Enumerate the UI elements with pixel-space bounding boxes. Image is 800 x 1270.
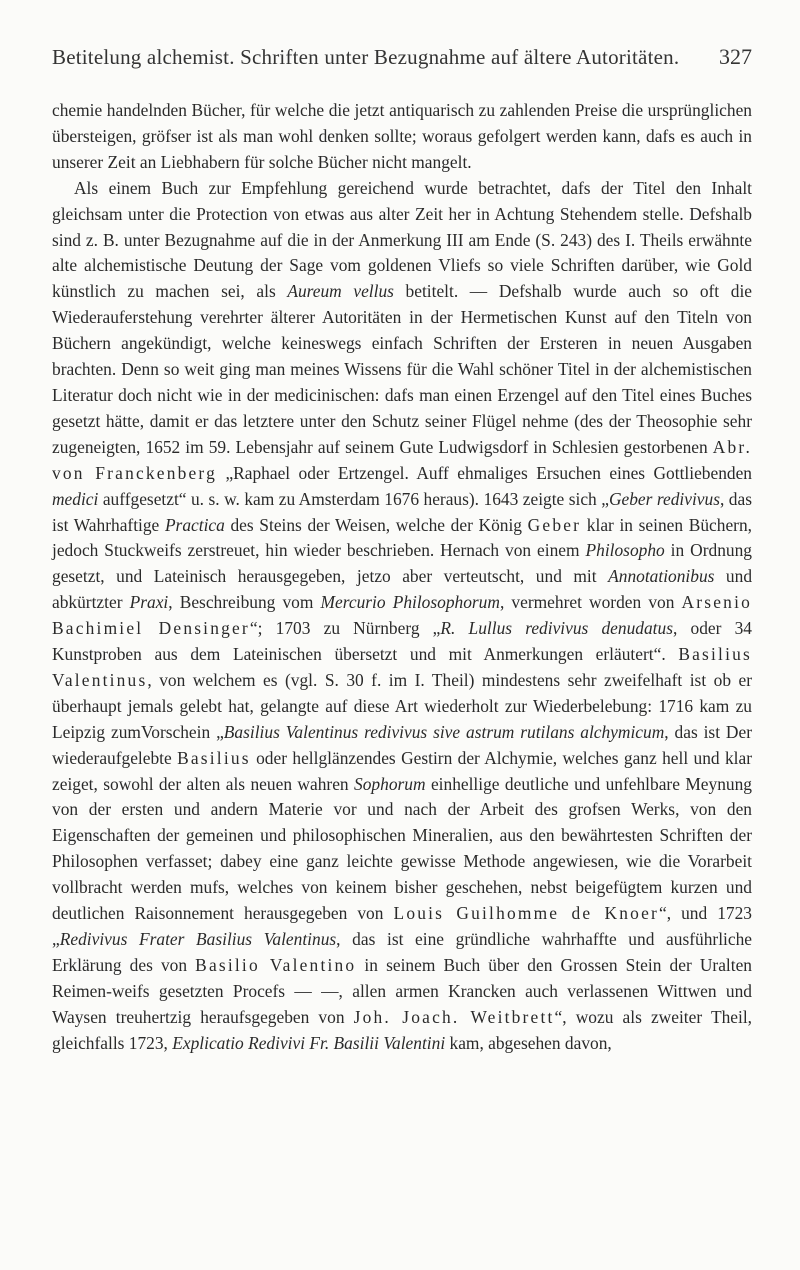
text-run: einhellige deutliche und unfehlbare Meynung von der ersten und andern Materie vor und nach der Arbeit des grofsen Werks, von den Eigenschaften der gemeinen und philosophischen Mineralien, aus den bewährtesten Schriften der Philosophen verfasset; dabey eine ganz leichte gewisse Methode angewiesen, wie die Vorarbeit vollbracht werden mufs, welches von keinem bisher geschehen, nebst beigefügtem kurzen und deutlichen Raisonnement herausgegeben von (52, 773, 752, 924)
running-head (52, 44, 752, 72)
text-run: “, wozu als zweiter Theil, gleichfalls 1723, (52, 1006, 752, 1053)
paragraph-2 (52, 176, 752, 1057)
italic-title: Aureum vellus (287, 281, 394, 302)
text-run: , das ist Der wiederaufgelebte (52, 721, 752, 768)
text-run: Als einem Buch zur Empfehlung gereichend wurde betrachtet, dafs der Titel den Inhalt gleichsam unter die Protection von etwas aus alter Zeit her in Achtung Stehendem stelle. Defshalb sind z. B. unter Bezugnahme auf die in der Anmerkung III am Ende (S. 243) des I. Theils erwähnte alte alchemistische Deutung der Sage vom goldenen Vliefs so viele Schriften darüber, wie Gold künstlich zu machen sei, als (52, 177, 752, 302)
italic-title: Redivivus Frater Basilius Valentinus (59, 929, 337, 949)
italic-term: Practica (164, 514, 225, 535)
spaced-name: Geber (527, 514, 582, 535)
page-number: 327 (719, 44, 752, 69)
spaced-name: Basilius Valentinus (52, 644, 752, 690)
text-run: , Beschreibung vom (168, 592, 321, 613)
body-text (52, 98, 752, 1057)
text-run: , das ist Wahrhaftige (52, 488, 752, 535)
text-run: , das ist eine gründliche wahrhaffte und ausführliche Erklärung des von (52, 929, 752, 975)
text-run: kam, abgesehen davon, (445, 1032, 612, 1053)
text-run: “, und 1723 „ (52, 903, 752, 949)
text-run: und abkürtzter (52, 566, 753, 613)
spaced-name: Basilius (177, 747, 251, 768)
italic-term: Sophorum (354, 773, 426, 794)
text-run: , vermehret worden von (499, 592, 682, 613)
spaced-name: Basilio Valentino (195, 954, 357, 975)
spaced-name: Abr. von Franckenberg (52, 436, 752, 483)
paragraph-1: chemie handelnden Bücher, für welche die jetzt antiquarisch zu zahlenden Preise die ursprünglichen übersteigen, gröfser ist als man wohl denken sollte; woraus gefolgert werden kann, dafs es auch in unserer Zeit an Liebhabern für solche Bücher nicht mangelt. (52, 100, 752, 172)
italic-term: Praxi (129, 592, 169, 613)
italic-term: Mercurio Philosophorum (320, 592, 500, 613)
text-run: „Raphael oder Ertzengel. Auff ehmaliges Ersuchen eines Gottliebenden (217, 462, 753, 483)
spaced-name: Arsenio Bachimiel Densinger (52, 592, 753, 639)
italic-term: Annotationibus (608, 566, 715, 587)
italic-title: Explicatio Redivivi Fr. Basilii Valentini (172, 1032, 446, 1053)
text-run: in seinem Buch über den Grossen Stein der Uralten Reimen-weifs gesetzten Procefs — —, allen armen Krancken auch verlassenen Wittwen und Waysen treuhertzig heraufsgegeben von (52, 954, 752, 1027)
text-run: oder hellglänzendes Gestirn der Alchymie, welches ganz hell und klar zeiget, sowohl der alten als neuen wahren (52, 747, 752, 794)
running-title: Betitelung alchemist. Schriften unter Bezugnahme auf ältere Autoritäten. (52, 45, 680, 69)
spaced-name: Louis Guilhomme de Knoer (393, 903, 659, 924)
italic-term: medici (52, 488, 99, 509)
text-run: , oder 34 Kunstproben aus dem Lateinischen übersetzt und mit Anmerkungen erläutert“. (52, 618, 752, 665)
text-run: , von welchem es (vgl. S. 30 f. im I. Theil) mindestens sehr zweifelhaft ist ob er überhaupt jemals gelebt hat, gelangte auf diese Art wiederholt zur Wiederbelebung: 1716 kam zu Leipzig zumVorschein „ (52, 669, 752, 742)
italic-title: Geber redivivus (608, 488, 720, 509)
italic-title: Basilius Valentinus redivivus sive astrum rutilans alchymicum (223, 721, 665, 742)
text-run: klar in seinen Büchern, jedoch Stuckweifs zerstreuet, hin wieder beschrieben. Hernach von einem (52, 514, 752, 561)
spaced-name: Joh. Joach. Weitbrett (353, 1006, 555, 1027)
text-run: des Steins der Weisen, welche der König (224, 514, 528, 535)
italic-title: R. Lullus redivivus denudatus (440, 618, 673, 639)
italic-term: Philosopho (585, 540, 665, 561)
text-run: “; 1703 zu Nürnberg „ (249, 618, 441, 639)
text-run: in Ordnung gesetzt, und Lateinisch herausgegeben, jetzo aber verteutscht, und mit (52, 540, 752, 587)
text-run: betitelt. — Defshalb wurde auch so oft die Wiederauferstehung verehrter älterer Autoritäten in der Hermetischen Kunst auf den Titeln von Büchern angekündigt, welche keineswegs einfach Schriften der Ersteren in neuen Ausgaben brachten. Denn so weit ging man meines Wissens für die Wahl schöner Titel in der alchemistischen Literatur doch nicht wie in der medicinischen: dafs man einen Erzengel auf den Titel eines Buches gesetzt hätte, damit er das letztere unter den Schutz seiner Flügel nehme (des der Theosophie sehr zugeneigten, 1652 im 59. Lebensjahr auf seinem Gute Ludwigsdorf in Schlesien gestorbenen (52, 281, 753, 457)
text-run: auffgesetzt“ u. s. w. kam zu Amsterdam 1676 heraus). 1643 zeigte sich „ (98, 488, 609, 509)
